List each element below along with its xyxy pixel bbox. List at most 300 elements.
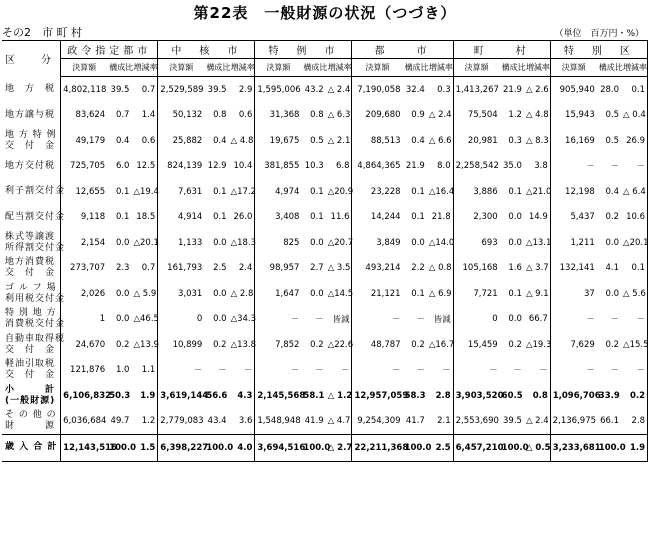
table-cell: 33.9 [598, 390, 620, 401]
table-cell: － [416, 315, 425, 326]
table-cell: △17.2 [229, 179, 255, 205]
table-cell: 0.0 [115, 288, 130, 299]
table-cell: － [513, 366, 522, 377]
table-cell: 725,705 [70, 161, 106, 172]
table-cell: 2,553,690 [455, 416, 499, 427]
table-cell: 41.9 [304, 416, 324, 427]
row-label [2, 128, 61, 154]
table-cell: △16.7 [427, 332, 453, 358]
table-cell: 0.1 [621, 77, 647, 103]
group-header: 町 村 [453, 41, 550, 59]
table-cell: 2.7 [310, 263, 324, 274]
table-cell: － [326, 358, 352, 384]
row-label-line: 特 別 地 方 [5, 308, 57, 319]
table-cell: △ 6.9 [427, 281, 453, 307]
row-label [2, 256, 61, 282]
table-cell: 1,211 [570, 237, 595, 248]
sub-header: 決算額 [255, 59, 302, 77]
row-label [2, 383, 61, 409]
table-cell: － [392, 315, 401, 326]
row-label-line: 交 付 金 [5, 140, 56, 151]
table-cell: 15,459 [467, 339, 498, 350]
table-cell: 0.7 [131, 77, 157, 103]
table-cell: △ 0.5 [524, 435, 550, 462]
table-cell: △ 2.4 [427, 103, 453, 129]
table-cell: 98,957 [269, 263, 300, 274]
row-label [2, 435, 61, 462]
table-cell: 1.9 [621, 435, 647, 462]
table-cell: － [315, 315, 324, 326]
table-cell: 18.5 [131, 205, 157, 231]
table-row [2, 332, 648, 358]
sub-header: 構成比 [597, 59, 621, 77]
table-cell: 7,631 [177, 186, 203, 197]
table-cell: 22,211,368 [352, 435, 403, 462]
table-cell: 100.0 [107, 435, 131, 462]
table-cell: 0.2 [411, 339, 425, 350]
table-cell: 0.4 [115, 135, 130, 146]
table-cell: 0.1 [621, 256, 647, 282]
table-cell: △46.5 [131, 307, 157, 333]
sub-header: 増減率 [131, 59, 157, 77]
table-cell: 4,802,118 [63, 84, 107, 95]
table-cell: 0.4 [411, 135, 425, 146]
table-cell: 825 [283, 237, 300, 248]
section-subtitle: その2 市 町 村 [2, 26, 82, 39]
table-cell: △ 2.7 [326, 435, 352, 462]
table-cell: △ 4.8 [524, 103, 550, 129]
table-row [2, 77, 648, 103]
row-label-line: 所得割交付金 [5, 242, 66, 253]
table-cell: 0.1 [508, 288, 522, 299]
table-cell: 100.0 [403, 435, 427, 462]
table-cell: △ 3.7 [524, 256, 550, 282]
table-cell: 3,619,144 [160, 390, 209, 401]
table-cell: 0.2 [605, 339, 620, 350]
table-cell: 1 [99, 314, 106, 325]
row-label-line: 交 付 金 [5, 344, 56, 355]
table-cell: 3,886 [473, 186, 498, 197]
table-cell: 3,408 [275, 212, 300, 223]
table-cell: 12,198 [565, 186, 595, 197]
table-cell: 1,133 [177, 237, 203, 248]
table-cell: 0.0 [508, 212, 522, 223]
table-cell: △18.3 [229, 230, 255, 256]
table-cell: △22.6 [326, 332, 352, 358]
table-cell: 0.2 [213, 339, 227, 350]
table-cell: 37 [583, 288, 595, 299]
table-cell: 5,437 [570, 212, 595, 223]
row-label-line: 財 源 [5, 421, 56, 432]
table-row [2, 256, 648, 282]
row-label-line: 地 方 特 例 [5, 129, 57, 140]
table-cell: － [218, 366, 227, 377]
table-cell: 39.5 [207, 84, 227, 95]
table-cell: 19,675 [269, 135, 300, 146]
table-cell: － [586, 315, 595, 326]
table-cell: 2,300 [473, 212, 498, 223]
table-cell: 66.7 [524, 307, 550, 333]
table-cell: 1.9 [131, 383, 157, 409]
table-cell: △ 5.6 [621, 281, 647, 307]
sub-header: 決算額 [352, 59, 403, 77]
table-cell: 0.6 [131, 128, 157, 154]
row-label-line: (一般財源) [5, 395, 56, 406]
row-label [2, 332, 66, 358]
table-cell: 693 [481, 237, 498, 248]
table-cell: 2.1 [427, 409, 453, 435]
table-cell: △ 2.6 [524, 77, 550, 103]
sub-header: 構成比 [403, 59, 427, 77]
row-label-line: 地方消費税 [5, 257, 56, 268]
table-cell: 209,680 [365, 110, 401, 121]
row-label [2, 179, 66, 205]
row-label-line: 株式等譲渡 [5, 231, 56, 242]
table-cell: 88,513 [370, 135, 401, 146]
table-cell: 0.0 [605, 237, 620, 248]
table-cell: 2.9 [229, 77, 255, 103]
table-cell: 12.9 [207, 161, 227, 172]
table-cell: 66.1 [600, 416, 620, 427]
group-header: 中 核 市 [158, 41, 255, 59]
unit-label: （単位 百万円・%） [554, 29, 644, 39]
table-cell: 2,154 [80, 237, 106, 248]
group-header: 政令指定都市 [61, 41, 158, 59]
table-cell: 43.4 [207, 416, 227, 427]
table-cell: － [621, 154, 647, 180]
table-cell: 3.8 [524, 154, 550, 180]
row-label [2, 230, 66, 256]
table-cell: 28.0 [600, 84, 620, 95]
table-cell: 100.0 [204, 435, 228, 462]
table-cell: △ 8.3 [524, 128, 550, 154]
row-label [2, 307, 66, 333]
table-cell: － [586, 162, 595, 173]
table-cell: 14.9 [524, 205, 550, 231]
table-row [2, 179, 648, 205]
table-cell: 0.0 [508, 314, 522, 325]
table-cell: 0.3 [508, 135, 522, 146]
table-cell: 35.0 [503, 161, 522, 172]
table-cell: 8.0 [427, 154, 453, 180]
table-cell: 9,118 [80, 212, 106, 223]
table-cell: 0.1 [213, 186, 227, 197]
table-cell: 12.5 [131, 154, 157, 180]
table-cell: 4,914 [177, 212, 203, 223]
table-cell: 7,852 [275, 339, 300, 350]
table-cell: － [621, 358, 647, 384]
table-row [2, 358, 648, 384]
table-cell: － [427, 358, 453, 384]
table-cell: 58.3 [404, 390, 426, 401]
table-cell: 12,655 [75, 186, 106, 197]
table-cell: 0.1 [115, 186, 130, 197]
group-header: 特 別 区 [550, 41, 647, 59]
row-label-line: 地方譲与税 [5, 109, 56, 120]
table-cell: 824,139 [167, 161, 203, 172]
table-cell: 1.0 [115, 365, 130, 376]
table-cell: 0.1 [411, 212, 425, 223]
table-cell: － [229, 358, 255, 384]
table-cell: 56.6 [206, 390, 228, 401]
sub-header: 構成比 [301, 59, 325, 77]
table-cell: △16.4 [427, 179, 453, 205]
table-cell: △ 6.3 [326, 103, 352, 129]
table-cell: △20.9 [326, 179, 352, 205]
table-cell: 2.8 [621, 409, 647, 435]
table-cell: △ 9.1 [524, 281, 550, 307]
table-cell: 161,793 [167, 263, 203, 274]
table-cell: － [193, 366, 203, 377]
general-revenue-table [2, 40, 648, 462]
table-cell: △19.4 [131, 179, 157, 205]
sub-header: 増減率 [621, 59, 647, 77]
row-label-line: 小 計 [5, 384, 56, 395]
table-cell: － [610, 315, 620, 326]
row-label-line: 交 付 金 [5, 268, 56, 279]
table-cell: △19.3 [524, 332, 550, 358]
row-label [2, 154, 61, 180]
table-cell: 0.0 [605, 288, 620, 299]
table-cell: 0.8 [213, 110, 227, 121]
table-cell: △ 0.8 [427, 256, 453, 282]
table-row [2, 435, 648, 462]
table-cell: 2.5 [213, 263, 227, 274]
table-cell: 1,413,267 [455, 84, 499, 95]
table-cell: 21,121 [370, 288, 401, 299]
table-cell: △ 3.5 [326, 256, 352, 282]
sub-header: 増減率 [524, 59, 550, 77]
table-cell: 105,168 [462, 263, 498, 274]
table-cell: 1.4 [131, 103, 157, 129]
row-label [2, 205, 66, 231]
table-cell: － [489, 366, 498, 377]
table-cell: 24,670 [75, 339, 106, 350]
table-cell: 0.6 [229, 103, 255, 129]
row-label [2, 103, 61, 129]
table-cell: 273,707 [70, 263, 106, 274]
table-cell: 0.0 [115, 237, 130, 248]
table-cell: 10.4 [229, 154, 255, 180]
table-cell: 41.7 [405, 416, 425, 427]
table-cell: 0 [492, 314, 498, 325]
group-header-row [2, 41, 648, 59]
table-cell: 2,026 [80, 288, 106, 299]
table-cell: △14.0 [427, 230, 453, 256]
table-cell: △13.9 [131, 332, 157, 358]
table-cell: 4.3 [229, 383, 255, 409]
row-label-line: 歳 入 合 計 [5, 442, 58, 453]
table-row [2, 128, 648, 154]
table-cell: 381,855 [264, 161, 300, 172]
table-cell: 0.0 [213, 288, 227, 299]
sub-header: 増減率 [427, 59, 453, 77]
table-cell: △13.1 [524, 230, 550, 256]
table-row [2, 281, 648, 307]
table-cell: 1.1 [131, 358, 157, 384]
table-cell: 0.4 [213, 135, 227, 146]
table-cell: 49,179 [75, 135, 106, 146]
table-cell: 32.4 [405, 84, 425, 95]
table-cell: － [586, 366, 595, 377]
table-cell: 48,787 [370, 339, 401, 350]
table-cell: 0.9 [411, 110, 425, 121]
table-cell: － [524, 358, 550, 384]
sub-header: 決算額 [158, 59, 205, 77]
table-cell: 3,031 [177, 288, 203, 299]
table-cell: 12,143,516 [61, 435, 108, 462]
table-cell: △ 2.8 [229, 281, 255, 307]
table-cell: 21.9 [405, 161, 425, 172]
table-cell: 50.3 [109, 390, 131, 401]
table-cell: 2.5 [427, 435, 453, 462]
table-cell: 1.5 [131, 435, 157, 462]
table-cell: 6.0 [115, 161, 130, 172]
table-cell: 4,864,365 [357, 161, 401, 172]
table-row [2, 383, 648, 409]
row-label-line: 交 付 金 [5, 370, 56, 381]
table-cell: △ 2.1 [326, 128, 352, 154]
table-cell: 2,145,568 [257, 390, 306, 401]
row-label [2, 358, 61, 384]
table-cell: △34.3 [229, 307, 255, 333]
table-cell: 0.1 [115, 212, 130, 223]
table-cell: 11.6 [326, 205, 352, 231]
table-cell: △ 6.6 [427, 128, 453, 154]
table-cell: △20.1 [621, 230, 647, 256]
table-cell: △ 2.4 [524, 409, 550, 435]
table-cell: 0.4 [605, 186, 620, 197]
table-cell: 0.3 [427, 77, 453, 103]
page-title: 第22表 一般財源の状況（つづき） [193, 4, 457, 22]
table-cell: △21.0 [524, 179, 550, 205]
table-cell: △ 2.4 [326, 77, 352, 103]
table-cell: △ 6.4 [621, 179, 647, 205]
table-cell: 0.0 [508, 237, 522, 248]
table-cell: 905,940 [559, 84, 595, 95]
table-cell: △13.8 [229, 332, 255, 358]
table-cell: 3.6 [229, 409, 255, 435]
table-cell: 2,136,975 [552, 416, 597, 427]
table-cell: 100.0 [500, 435, 524, 462]
table-row [2, 409, 648, 435]
table-cell: 1.2 [508, 110, 522, 121]
table-cell: 3,849 [376, 237, 401, 248]
table-cell: 0.2 [115, 339, 130, 350]
table-cell: 1,647 [275, 288, 300, 299]
table-cell: 皆減 [326, 307, 352, 333]
sub-header: 決算額 [550, 59, 597, 77]
table-cell: 1,595,006 [257, 84, 301, 95]
table-cell: 15,943 [565, 110, 595, 121]
table-cell: 2,779,083 [160, 416, 204, 427]
table-cell: 0.5 [605, 110, 620, 121]
table-cell: 2.2 [411, 263, 425, 274]
table-cell: 0.8 [524, 383, 550, 409]
table-cell: 6,398,227 [158, 435, 205, 462]
table-cell: 83,624 [75, 110, 106, 121]
table-cell: 23,228 [370, 186, 401, 197]
sub-header: 構成比 [204, 59, 228, 77]
table-cell: 1.6 [508, 263, 522, 274]
table-cell: 43.2 [304, 84, 324, 95]
table-cell: 0.2 [621, 383, 647, 409]
row-label-line: 地方交付税 [5, 160, 56, 171]
table-cell: 100.0 [301, 435, 325, 462]
group-header: 特 例 市 [255, 41, 352, 59]
table-cell: 2,529,589 [160, 84, 204, 95]
sub-header: 増減率 [229, 59, 255, 77]
table-cell: － [392, 366, 401, 377]
row-label-line: 利用税交付金 [5, 293, 66, 304]
table-cell: 132,141 [559, 263, 595, 274]
table-cell: 2.4 [229, 256, 255, 282]
table-cell: 0.1 [213, 212, 227, 223]
table-row [2, 154, 648, 180]
row-label [2, 409, 61, 435]
table-cell: － [621, 307, 647, 333]
table-cell: 0.7 [131, 256, 157, 282]
table-cell: △ 4.7 [326, 409, 352, 435]
table-cell: 1,096,706 [552, 390, 601, 401]
table-cell: 26.9 [621, 128, 647, 154]
table-cell: 21.8 [427, 205, 453, 231]
table-cell: 0.0 [411, 237, 425, 248]
table-row [2, 205, 648, 231]
row-label-line: 利子割交付金 [5, 186, 66, 197]
table-cell: 14,244 [370, 212, 401, 223]
table-cell: － [610, 162, 620, 173]
table-cell: － [315, 366, 324, 377]
table-cell: 0.0 [213, 314, 227, 325]
table-cell: 0.1 [310, 212, 324, 223]
table-cell: 121,876 [70, 365, 106, 376]
sub-header-row [2, 59, 648, 77]
table-cell: 31,368 [269, 110, 300, 121]
table-cell: △15.5 [621, 332, 647, 358]
table-cell: 2.3 [115, 263, 130, 274]
sub-header: 構成比 [107, 59, 131, 77]
table-cell: 0.2 [508, 339, 522, 350]
row-label-line: そ の 他 の [5, 410, 57, 421]
table-cell: 50,132 [172, 110, 203, 121]
row-label-line: 消費税交付金 [5, 319, 66, 330]
table-cell: 0.0 [310, 237, 324, 248]
table-cell: 12,957,059 [354, 390, 409, 401]
table-cell: △20.1 [131, 230, 157, 256]
table-cell: － [416, 366, 425, 377]
table-cell: 0.5 [310, 135, 324, 146]
table-cell: 4.1 [605, 263, 620, 274]
table-cell: 21.9 [503, 84, 522, 95]
table-cell: 0.2 [605, 212, 620, 223]
table-cell: 0.1 [411, 288, 425, 299]
table-cell: 49.7 [110, 416, 130, 427]
table-cell: 25,882 [172, 135, 203, 146]
table-row [2, 103, 648, 129]
table-cell: 3,694,516 [255, 435, 302, 462]
row-label [2, 77, 61, 103]
table-cell: 3,903,520 [455, 390, 504, 401]
table-cell: 4,974 [275, 186, 300, 197]
table-cell: 9,254,309 [357, 416, 401, 427]
sub-header: 構成比 [500, 59, 524, 77]
table-cell: 10,899 [172, 339, 203, 350]
table-row [2, 230, 648, 256]
table-cell: 2.8 [427, 383, 453, 409]
table-cell: 0.0 [310, 288, 324, 299]
table-cell: 0.1 [508, 186, 522, 197]
